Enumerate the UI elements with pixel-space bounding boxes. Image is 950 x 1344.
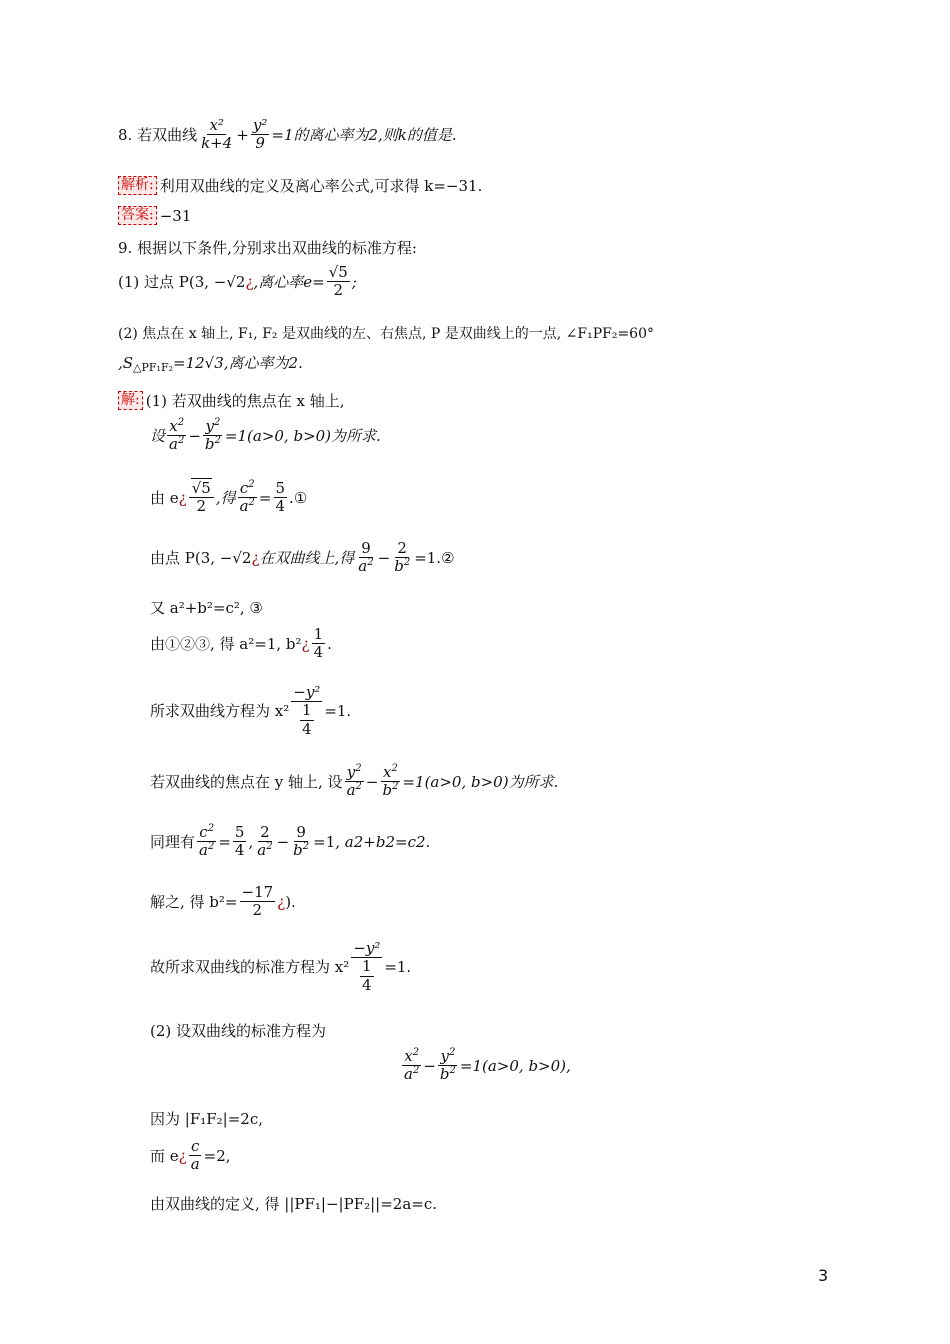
q9-part2-line1: (2) 焦点在 x 轴上, F₁, F₂ 是双曲线的左、右焦点, P 是双曲线上的一点, ∠F₁PF₂=60°: [118, 326, 654, 342]
q8-fraction-2: $\frac{\text{y²}}{9}$: [252, 116, 268, 153]
analysis-tag: 解析:: [118, 176, 157, 195]
q8-analysis: [118, 175, 482, 196]
q9-part1: (1) 过点 P(3, −√2 ¿ ,离心率e= $\frac{√5}{2}$ ;: [118, 263, 357, 300]
solution-line-15: 而 e ¿ $\frac{c}{a}$ =2,: [150, 1137, 231, 1174]
analysis-text: 利用双曲线的定义及离心率公式,可求得 k=−31.: [159, 177, 483, 195]
solution-line-8: 若双曲线的焦点在 y 轴上, 设 $\frac{y^2}{a^2}$ − $\frac{x^2}{b^2}$ =1(a>0, b>0)为所求.: [150, 763, 559, 800]
q9-part2-line2: ,S △PF₁F₂ =12√3,离心率为2.: [118, 353, 303, 374]
solution-line-5: 又 a²+b²=c², ③: [150, 599, 263, 617]
solution-line-10: 解之, 得 b²= $\frac{-17}{2}$ ¿ ).: [150, 883, 296, 920]
solution-line-12: (2) 设双曲线的标准方程为: [150, 1022, 327, 1040]
solution-line-16: 由双曲线的定义, 得 ||PF₁|−|PF₂||=2a=c.: [150, 1195, 438, 1213]
q8-prefix: 8. 若双曲线: [118, 126, 198, 145]
page-number: 3: [818, 1266, 829, 1285]
q8-fraction-1: $\frac{\text{x²}}{k+4}$: [201, 116, 233, 153]
solution-line-2: 设 $\frac{x^2}{a^2}$ − $\frac{y^2}{b^2}$ =1(a>0, b>0)为所求.: [150, 417, 381, 454]
solution-line-7: 所求双曲线方程为 x² $\frac{\text{−y²}}{\frac{1}{4}}$ =1.: [150, 683, 352, 738]
q8-line: 8. 若双曲线 $\frac{\text{x²}}{k+4}$ + $\frac{\text{y²}}{9}$ =1的离心率为2,则k的值是.: [118, 116, 457, 153]
solution-line-14: 因为 |F₁F₂|=2c,: [150, 1110, 263, 1128]
solution-line-6: 由①②③, 得 a²=1, b² ¿ $\frac{1}{4}$ .: [150, 625, 332, 662]
solution-line-9: 同理有 $\frac{c^2}{a^2}$ = $\frac{5}{4}$ , $\frac{2}{a^2}$ − $\frac{9}{b^2}$ =1 , a2+b2=c2.: [150, 823, 431, 860]
q9-title: 9. 根据以下条件,分别求出双曲线的标准方程:: [118, 239, 417, 257]
solution-line-1: 解: (1) 若双曲线的焦点在 x 轴上,: [118, 390, 345, 411]
solution-line-3: 由 e ¿ $\frac{√5}{2}$ ,得 $\frac{c^2}{a^2}$ = $\frac{5}{4}$ .①: [150, 479, 308, 516]
solution-line-13: $\frac{x^2}{a^2}$ − $\frac{y^2}{b^2}$ =1(a>0, b>0),: [404, 1047, 571, 1084]
q8-answer: [118, 206, 191, 225]
solution-line-4: 由点 P(3, −√2 ¿ 在双曲线上,得 $\frac{9}{a^2}$ − $\frac{2}{b^2}$ =1.②: [150, 539, 455, 576]
answer-text: −31: [159, 206, 192, 225]
eccentricity-fraction: $\frac{√5}{2}$: [328, 263, 348, 300]
answer-tag: 答案:: [118, 206, 157, 225]
solution-tag: 解:: [118, 391, 143, 410]
q8-suffix: =1的离心率为2,则k的值是.: [271, 126, 457, 145]
solution-line-11: 故所求双曲线的标准方程为 x² $\frac{\text{−y²}}{\frac{1}{4}}$ =1.: [150, 939, 412, 994]
